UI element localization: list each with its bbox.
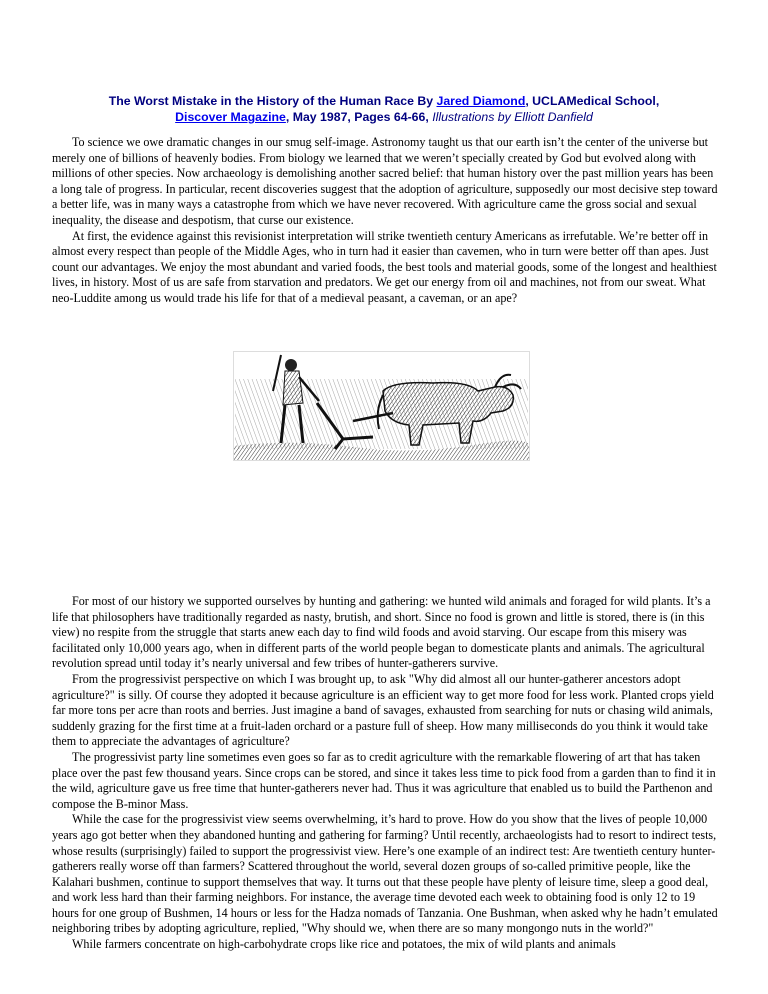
paragraph: The progressivist party line sometimes even goes so far as to credit agriculture with the remarkable flowering of art that has taken place over the past few thousand years. Since crops can be stored, and since it takes less time to pick food from a garden than to find it in the wild, agriculture gave us free time that hunter-gatherers never had. Thus it was agriculture that enabled us to build the Parthenon and compose the B-minor Mass. — [52, 749, 716, 811]
paragraph: For most of our history we supported ourselves by hunting and gathering: we hunted wild animals and foraged for wild plants. It’s a life that philosophers have traditionally regarded as nasty, brutish, and short. Since no food is grown and little is stored, there is (in this view) no respite from the struggle that starts anew each day to find wild foods and avoid starving. Our escape from this misery was facilitated only 10,000 years ago, when in different parts of the world people began to domesticate plants and animals. The agricultural revolution spread until today it’s nearly universal and few tribes of hunter-gatherers survive. — [52, 594, 711, 671]
publication-info: , May 1987, Pages 64-66, — [285, 110, 433, 124]
paragraph: While farmers concentrate on high-carbohydrate crops like rice and potatoes, the mix of wild plants and animals — [72, 937, 616, 952]
paragraph: To science we owe dramatic changes in our smug self-image. Astronomy taught us that our earth isn’t the center of the universe but merely one of billions of heavenly bodies. From biology we learned that we weren’t specially created by God but evolved along with millions of other species. Now archaeology is demolishing another sacred belief: that human history over the past million years has been a long tale of progress. In particular, recent discoveries suggest that the adoption of agriculture, supposedly our most decisive step toward a better life, was in many ways a catastrophe from which we have never recovered. With agriculture came the gross social and sexual inequality, the disease and despotism, that curse our existence. — [52, 135, 718, 227]
paragraph: While the case for the progressivist view seems overwhelming, it’s hard to prove. How do you show that the lives of people 10,000 years ago got better when they abandoned hunting and gathering for farming? Until recently, archaeologists had to resort to indirect tests, whose results (surprisingly) failed to support the progressivist view. Here’s one example of an indirect test: Are twentieth century hunter-gatherers really worse off than farmers? Scattered throughout the world, several dozen groups of so-called primitive people, like the Kalahari bushmen, continue to support themselves that way. It turns out that these people have plenty of leisure time, sleep a good deal, and work less hard than their farming neighbors. For instance, the average time devoted each week to obtaining food is only 12 to 19 hours for one group of Bushmen, 14 hours or less for the Hadza nomads of Tanzania. One Bushman, when asked why he hadn’t emulated neighboring tribes by adopting agriculture, replied, "Why should we, when there are so many mongongo nuts in the world?" — [52, 812, 718, 936]
paragraph: At first, the evidence against this revisionist interpretation will strike twentieth century Americans as irrefutable. We’re better off in almost every respect than people of the Middle Ages, who in turn had it easier than cavemen, who in turn were better off than apes. Just count our advantages. We enjoy the most abundant and varied foods, the best tools and material goods, some of the longest and healthiest lives, in history. Most of us are safe from starvation and predators. We get our energy from oil and machines, not from our sweat. What neo-Luddite among us would trade his life for that of a medieval peasant, a caveman, or an ape? — [52, 228, 717, 305]
article-body-top — [52, 135, 718, 307]
farmer-plowing-with-ox-illustration — [233, 351, 530, 461]
article-body-bottom — [52, 594, 718, 953]
article-header — [60, 93, 708, 125]
author-affiliation: , UCLAMedical School, — [525, 94, 660, 108]
magazine-link[interactable]: Discover Magazine — [175, 110, 286, 124]
paragraph: From the progressivist perspective on which I was brought up, to ask "Why did almost all our hunter-gatherer ancestors adopt agriculture?" is silly. Of course they adopted it because agriculture is an efficient way to get more food for less work. Planted crops yield far more tons per acre than roots and berries. Just imagine a band of savages, exhausted from searching for nuts or chasing wild animals, suddenly grazing for the first time at a fruit-laden orchard or a pasture full of sheep. How many milliseconds do you think it would take them to appreciate the advantages of agriculture? — [52, 671, 714, 749]
article-title: The Worst Mistake in the History of the Human Race By — [108, 94, 434, 108]
illustration-credit: Illustrations by Elliott Danfield — [432, 110, 593, 124]
author-link[interactable]: Jared Diamond — [436, 94, 526, 108]
